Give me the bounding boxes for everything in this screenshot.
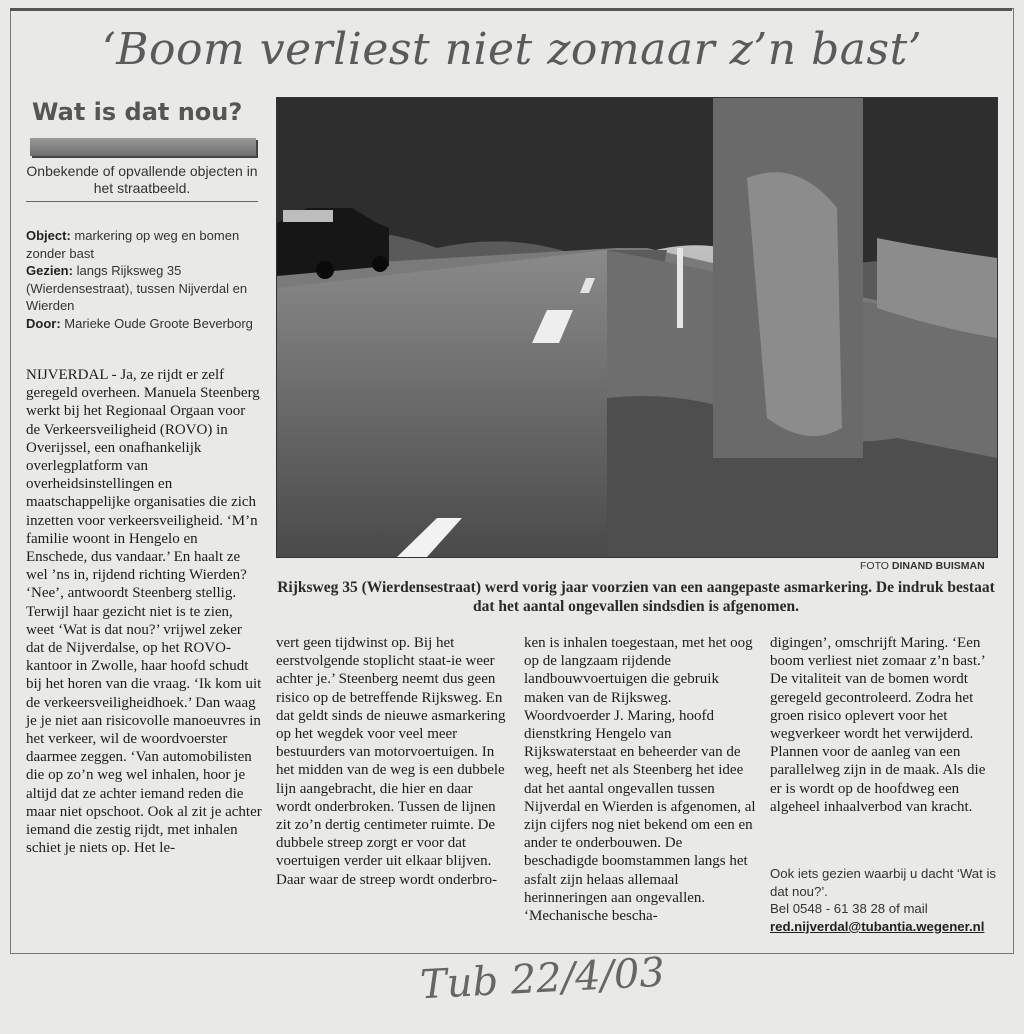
- handwritten-date: Tub 22/4/03: [418, 949, 667, 1009]
- seen-label: Gezien:: [26, 263, 73, 279]
- article-column-4: digingen’, omschrijft Maring. ‘Een boom verliest niet zomaar z’n bast.’ De vitaliteit van de bomen wordt geregeld gecontroleerd. Zodra het groen risico oplevert voor het wegverkeer wordt het verwijderd. Plannen voor de aanleg van een parallelweg zijn in de maak. Als die er is wordt op de hoofdweg een algeheel inhaalverbod van kracht.: [770, 635, 986, 815]
- photo-credit: [860, 560, 985, 572]
- seen-value: langs Rijksweg 35 (Wierdensestraat), tussen Nijverdal en Wierden: [26, 263, 248, 314]
- article-column-2: vert geen tijdwinst op. Bij het eerstvolgende stoplicht staat-ie weer achter je.’ Steenberg neemt dus geen risico op de betreffende Rijksweg. En dat geldt sinds de nieuwe asmarkering op het wegdek voor veel meer bestuurders van motorvoertuigen. In het midden van de weg is een dubbele lijn aangebracht, die hier en daar wordt onderbroken. Tussen de lijnen zit zo’n dertig centimeter ruimte. De dubbele streep zorgt er voor dat voertuigen verder uit elkaar blijven. Daar waar de streep wordt onderbro-: [276, 635, 506, 888]
- contact-phone: Bel 0548 - 61 38 28 of mail: [770, 901, 928, 917]
- by-value: Marieke Oude Groote Beverborg: [64, 315, 253, 331]
- subtitle-rule: [26, 201, 258, 202]
- article-column-1: NIJVERDAL - Ja, ze rijdt er zelf geregeld overheen. Manuela Steenberg werkt bij het Regionaal Orgaan voor de Verkeersveiligheid (ROVO) in Overijssel, een onafhankelijk overlegplatform van overheidsinstellingen en maatschappelijke organisaties die zich inzetten voor verkeersveiligheid. ‘M’n familie woont in Hengelo en Enschede, dus vandaar.’ En haalt ze wel ’ns in, rijdend richting Wierden? ‘Nee’, antwoordt Steenberg stellig. Terwijl haar gezicht niet is te zien, weet ‘Wat is dat nou?’ vrijwel zeker dat de Nijverdalse, op het ROVO-kantoor in Zwolle, haar hoofd schudt bij het horen van die vraag. ‘Ik kom uit de verkeersveiligheidhoek.’ Dan waag je je niet aan risicovolle manoeuvres in het verkeer, wil de woordvoerster daarmee zeggen. ‘Van automobilisten die op zo’n weg wel inhalen, hoor je altijd dat ze achter iemand reden die maar niet opschoot. Ook al zit je achter iemand die zestig rijdt, met inhalen schiet je niets op. Het le-: [26, 367, 262, 857]
- section-subtitle: Onbekende of opvallende objecten in het straatbeeld.: [26, 163, 258, 196]
- article-column-3: ken is inhalen toegestaan, met het oog op de langzaam rijdende landbouwvoertuigen die gebruik maken van de Rijksweg. Woordvoerder J. Maring, hoofd dienstkring Hengelo van Rijkswaterstaat en beheerder van de weg, heeft net als Steenberg het idee dat het aantal ongevallen tussen Nijverdal en Wierden is afgenomen, al zijn cijfers nog niet bekend om een en ander te onderbouwen. De beschadigde boomstammen langs het asfalt zijn helaas allemaal herinneringen aan ongevallen. ‘Mechanische bescha-: [524, 635, 756, 925]
- road-surface: [277, 250, 607, 557]
- article-meta: [26, 227, 258, 333]
- section-title: Wat is dat nou?: [32, 98, 243, 126]
- headline: ‘Boom verliest niet zomaar z’n bast’: [101, 24, 923, 75]
- object-label: Object:: [26, 228, 71, 243]
- section-bar: [30, 138, 256, 156]
- credit-prefix: FOTO: [860, 560, 889, 572]
- reflector-post: [677, 248, 683, 328]
- photo-road-trees: [276, 97, 998, 558]
- object-value: markering op weg en bomen zonder bast: [26, 228, 240, 261]
- credit-name: DINAND BUISMAN: [891, 560, 985, 572]
- contact-text: Ook iets gezien waarbij u dacht ‘Wat is dat nou?’.: [770, 866, 996, 899]
- contact-email[interactable]: red.nijverdal@tubantia.wegener.nl: [770, 918, 985, 934]
- by-label: Door:: [26, 315, 61, 331]
- contact-box: [770, 865, 1002, 935]
- photo-caption: Rijksweg 35 (Wierdensestraat) werd vorig jaar voorzien van een aangepaste asmarkering. De indruk bestaat dat het aantal ongevallen sindsdien is afgenomen.: [277, 579, 995, 615]
- top-rule: [10, 8, 1012, 11]
